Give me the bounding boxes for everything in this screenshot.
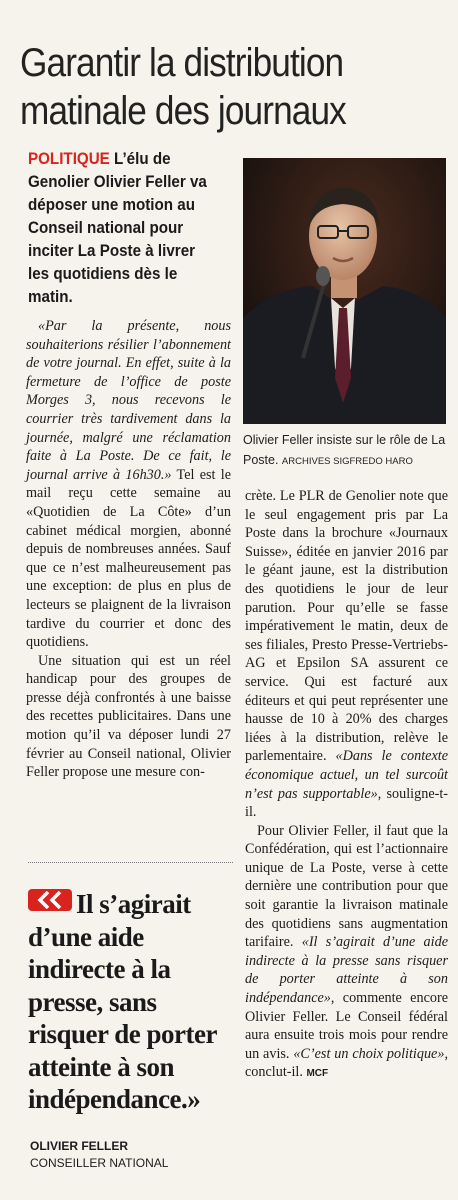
headline [20,39,398,135]
body-paragraph-4-text: Pour Olivier Feller, il faut que la Confédération, qui est l’actionnaire unique de La Poste, verse à cette dernière une contribution pour que soit garantie la livraison matinale des quotidiens sans augmentation tarifaire. [245,822,448,951]
caption-text: Olivier Feller insiste sur le rôle de La Poste. [243,433,446,467]
body-paragraph-4-end: , conclut-il. [245,1045,448,1081]
pullquote-attribution [30,1138,235,1172]
portrait-photo [243,158,446,424]
body-paragraph-1 [26,317,231,652]
body-paragraph-4 [245,822,448,1084]
photo-credit: ARCHIVES SIGFREDO HARO [281,456,413,467]
reader-letter-quote: «Par la présente, nous souhaiterions résilier l’abonnement de votre journal. En effet, suite à la fermeture de l’office de poste Morges 3, nous recevons le courrier très tardivement dans la journée, malgré une réclamation faite à La Poste. De ce fait, le journal arrive à 16h30.» [26,318,231,483]
body-paragraph-1-text: Tel est le mail reçu cette semaine au «Quotidien de La Côte» d’un cabinet médical morgien, abonné depuis de nombreuses années. Sauf que ce n’est malheureusement pas une exception: de plus en plus de lecteurs se plaignent de la livraison tardive du courrier et donc des quotidiens. [26,466,231,651]
headline-line-1: Garantir la distribution [20,40,344,85]
pullquote-role: CONSEILLER NATIONAL [30,1156,169,1170]
portrait-illustration [243,158,446,424]
choix-politique-quote: «C’est un choix politique» [289,1045,445,1062]
body-paragraph-2: Une situation qui est un réel handicap pour des groupes de presse déjà confrontés à une baisse des recettes publicitaires. Dans une motion qu’il va déposer lundi 27 février au Conseil national, Olivier Feller propose une mesure con- [26,652,231,781]
body-paragraph-3 [245,487,448,822]
author-signoff: MCF [306,1068,329,1080]
photo-caption [243,430,448,472]
aide-indirecte-quote: «Il s’agirait d’une aide indirecte à la presse sans risquer de porter atteinte à son indépendance» [245,934,448,1007]
lead-text: L’élu de Genolier Olivier Feller va déposer une motion au Conseil national pour inciter La Poste à livrer les quotidiens dès le matin. [28,150,207,306]
body-paragraph-3-end: , souligne-t-il. [245,785,449,821]
lead-paragraph [28,148,217,309]
body-paragraph-3-text: crète. Le PLR de Genolier note que le seul engagement pris par La Poste dans la brochure «Journaux Suisse», éditée en janvier 2016 par le géant jaune, est la distribution des quotidiens le jour de leur parution. Pour qu’elle se fasse impérativement le matin, deux de ses filiales, Presto Presse-Vertriebs-AG et Epsilon SA assurent ce service. Qui est facturé aux éditeurs et qui peut représenter une hausse de 10 à 20% des charges liées à la distribution, relève le parlementaire. [245,488,448,765]
headline-line-2: matinale des journaux [20,88,346,133]
body-paragraph-4-middle: , commente encore Olivier Feller. Le Conseil fédéral aura ensuite trois mois pour rendre un avis. [245,990,448,1062]
supportable-quote: «Dans le contexte économique actuel, un tel surcoût n’est pas supportable» [245,748,448,802]
section-kicker: POLITIQUE [28,150,110,168]
pullquote-text: Il s’agirait d’une aide indirecte à la presse, sans risquer de porter atteinte à son indépendance.» [28,889,217,1114]
article-column-2 [245,487,448,1084]
pullquote [28,888,238,1116]
double-chevron-left-icon [28,889,72,911]
pullquote-divider [28,862,233,863]
pullquote-author: OLIVIER FELLER [30,1139,129,1153]
article-column-1 [26,317,231,782]
